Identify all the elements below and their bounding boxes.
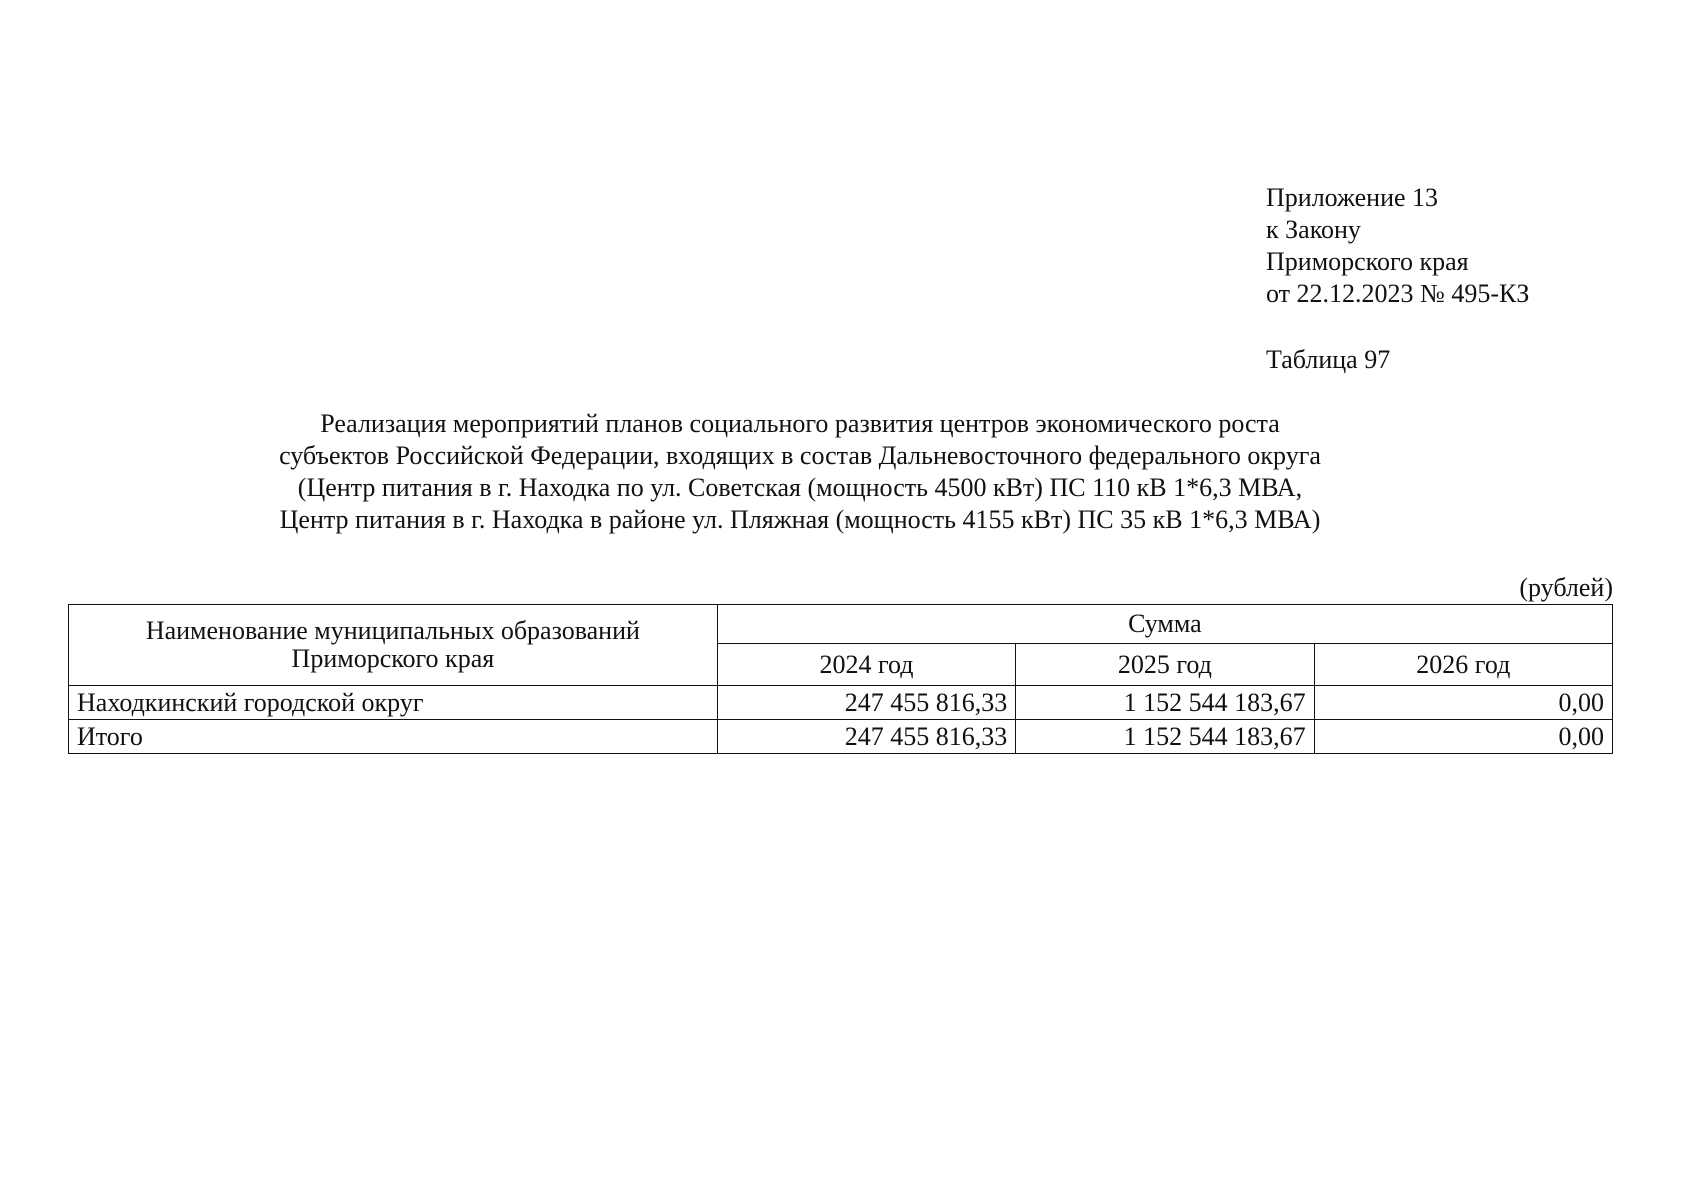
appendix-line: Приложение 13 [1266,183,1439,212]
total-row [69,720,1613,754]
appendix-reference [1266,182,1529,310]
year-header-2026: 2026 год [1314,644,1612,686]
title-line: субъектов Российской Федерации, входящих в состав Дальневосточного федерального округа [279,441,1321,470]
table-header-row [69,605,1613,644]
title-line: (Центр питания в г. Находка по ул. Советская (мощность 4500 кВт) ПС 110 кВ 1*6,3 МВА, [297,473,1303,502]
title-line: Реализация мероприятий планов социального развития центров экономического роста [320,409,1280,438]
appendix-line: Приморского края [1266,247,1469,276]
appendix-line: от 22.12.2023 № 495-КЗ [1266,279,1530,308]
municipality-name: Находкинский городской округ [69,686,718,720]
municipality-header-line: Наименование муниципальных образований [145,616,640,645]
total-2026: 0,00 [1314,720,1612,754]
table-row [69,686,1613,720]
sum-header: Сумма [717,605,1612,644]
units-label: (рублей) [1519,573,1613,602]
municipality-header [69,605,718,686]
budget-table [68,604,1613,754]
amount-2024: 247 455 816,33 [717,686,1015,720]
appendix-line: к Закону [1266,215,1361,244]
total-label: Итого [69,720,718,754]
year-header-2024: 2024 год [717,644,1015,686]
total-2024: 247 455 816,33 [717,720,1015,754]
year-header-2025: 2025 год [1016,644,1314,686]
municipality-header-line: Приморского края [291,644,495,673]
total-2025: 1 152 544 183,67 [1016,720,1314,754]
amount-2026: 0,00 [1314,686,1612,720]
document-title [170,408,1430,536]
title-line: Центр питания в г. Находка в районе ул. Пляжная (мощность 4155 кВт) ПС 35 кВ 1*6,3 МВА) [279,505,1321,534]
amount-2025: 1 152 544 183,67 [1016,686,1314,720]
table-number: Таблица 97 [1266,345,1391,374]
